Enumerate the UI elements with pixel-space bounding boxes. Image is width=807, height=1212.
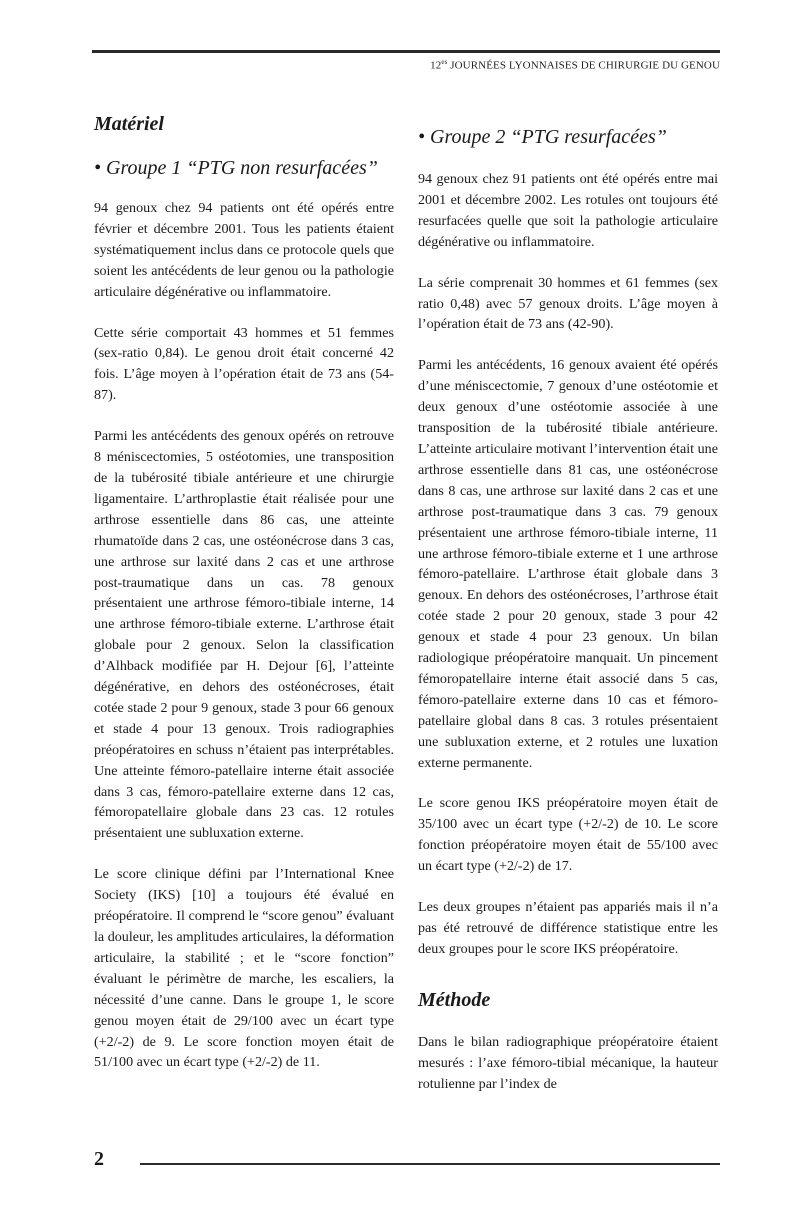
right-paragraph-3: Parmi les antécédents, 16 genoux avaient été opérés d’une méniscectomie, 7 genoux d’une ostéotomie et deux genoux d’une ostéotomie associée à une transposition de la tubérosité tibiale antérieure. L’atteinte articulaire motivant l’intervention était une arthrose essentielle dans 81 cas, une ostéonécrose dans 8 cas, une arthrose sur laxité dans 2 cas et une arthrose post-traumatique dans 3 cas. 79 genoux présentaient une arthrose fémoro-tibiale interne, 11 une arthrose fémoro-tibiale externe et 1 une arthrose fémoro-patellaire. L’arthrose était globale dans 3 genoux. En dehors des ostéonécroses, l’arthrose était cotée stade 2 pour 20 genoux, stade 3 pour 42 genoux et stade 4 pour 23 genoux. Un bilan radiologique préopératoire manquait. Un pincement fémoropatellaire interne était associé dans 5 cas, fémoro-patellaire externe dans 10 cas et fémoro-patellaire global dans 8 cas. 3 rotules présentaient une subluxation externe, et 2 rotules une luxation externe permanente. xyxy=(418,357,718,771)
left-paragraph-2: Cette série comportait 43 hommes et 51 femmes (sex-ratio 0,84). Le genou droit était concerné 42 fois. L’âge moyen à l’opération était de 73 ans (54-87). xyxy=(94,324,394,404)
section-title-methode: Méthode xyxy=(418,988,491,1011)
group1-title: • Groupe 1 “PTG non resurfacées” xyxy=(94,157,378,179)
right-paragraph-4: Le score genou IKS préopératoire moyen était de 35/100 avec un écart type (+2/-2) de 10. Le score fonction préopératoire moyen était de 55/100 avec un écart type (+2/-2) de 17. xyxy=(418,795,718,875)
running-head-title: JOURNÉES LYONNAISES DE CHIRURGIE DU GENOU xyxy=(447,59,720,72)
left-column xyxy=(94,112,394,1093)
header-rule xyxy=(92,50,720,53)
right-column xyxy=(418,112,718,1115)
left-paragraph-4: Le score clinique défini par l’International Knee Society (IKS) [10] a toujours été évalué en préopératoire. Il comprend le “score genou” évaluant la douleur, les amplitudes articulaires, la déformation articulaire, la stabilité ; et le “score fonction” évaluant le périmètre de marche, les escaliers, la nécessité d’une canne. Dans le groupe 1, le score genou moyen était de 29/100 avec un écart type (+2/-2) de 9. Le score fonction moyen était de 51/100 avec un écart type (+2/-2) de 11. xyxy=(94,866,395,1071)
right-paragraph-5: Les deux groupes n’étaient pas appariés mais il n’a pas été retrouvé de différence statistique entre les deux groupes pour le score IKS préopératoire. xyxy=(418,899,718,957)
page-number: 2 xyxy=(94,1148,104,1170)
section-title-materiel: Matériel xyxy=(94,113,164,135)
running-head-ordinal-suffix: es xyxy=(441,58,448,66)
group2-title: • Groupe 2 “PTG resurfacées” xyxy=(418,126,667,148)
running-head-ordinal: 12 xyxy=(430,59,442,72)
methode-paragraph: Dans le bilan radiographique préopératoire étaient mesurés : l’axe fémoro-tibial mécanique, la hauteur rotulienne par l’index de xyxy=(418,1033,718,1092)
left-paragraph-1: 94 genoux chez 94 patients ont été opérés entre février et décembre 2001. Tous les patients étaient systématiquement inclus dans ce protocole quels que soient les antécédents de leur genou ou la pathologie articulaire dégénérative ou inflammatoire. xyxy=(94,200,394,300)
right-paragraph-1: 94 genoux chez 91 patients ont été opérés entre mai 2001 et décembre 2002. Les rotules ont toujours été resurfacées quelle que soit la pathologie articulaire dégénérative ou inflammatoire. xyxy=(418,171,718,250)
right-paragraph-2: La série comprenait 30 hommes et 61 femmes (sex ratio 0,48) avec 57 genoux droits. L’âge moyen à l’opération était de 73 ans (42-90). xyxy=(418,274,718,333)
running-head xyxy=(430,58,720,72)
left-paragraph-3: Parmi les antécédents des genoux opérés on retrouve 8 méniscectomies, 5 ostéotomies, une transposition de la tubérosité tibiale antérieure et une chirurgie ligamentaire. L’arthroplastie était réalisée pour une arthrose essentielle dans 86 cas, une atteinte rhumatoïde dans 2 cas, une ostéonécrose dans 3 cas, une arthrose sur laxité dans 2 cas et une arthrose post-traumatique dans un cas. 78 genoux présentaient une arthrose fémoro-tibiale interne, 14 une arthrose fémoro-tibiale externe. L’arthrose était globale pour 2 genoux. Selon la classification d’Alhback modifiée par H. Dejour [6], l’atteinte dégénérative, en dehors des ostéonécroses, était cotée stade 2 pour 9 genoux, stade 3 pour 66 genoux et stade 4 pour 13 genoux. Trois radiographies préopératoires en schuss n’étaient pas interprétables. Une atteinte fémoro-patellaire interne était associée dans 3 cas, fémoro-patellaire externe dans 12 cas, fémoropatellaire globale dans 23 cas. 12 rotules présentaient une subluxation externe. xyxy=(94,428,394,842)
footer-rule xyxy=(140,1163,720,1165)
